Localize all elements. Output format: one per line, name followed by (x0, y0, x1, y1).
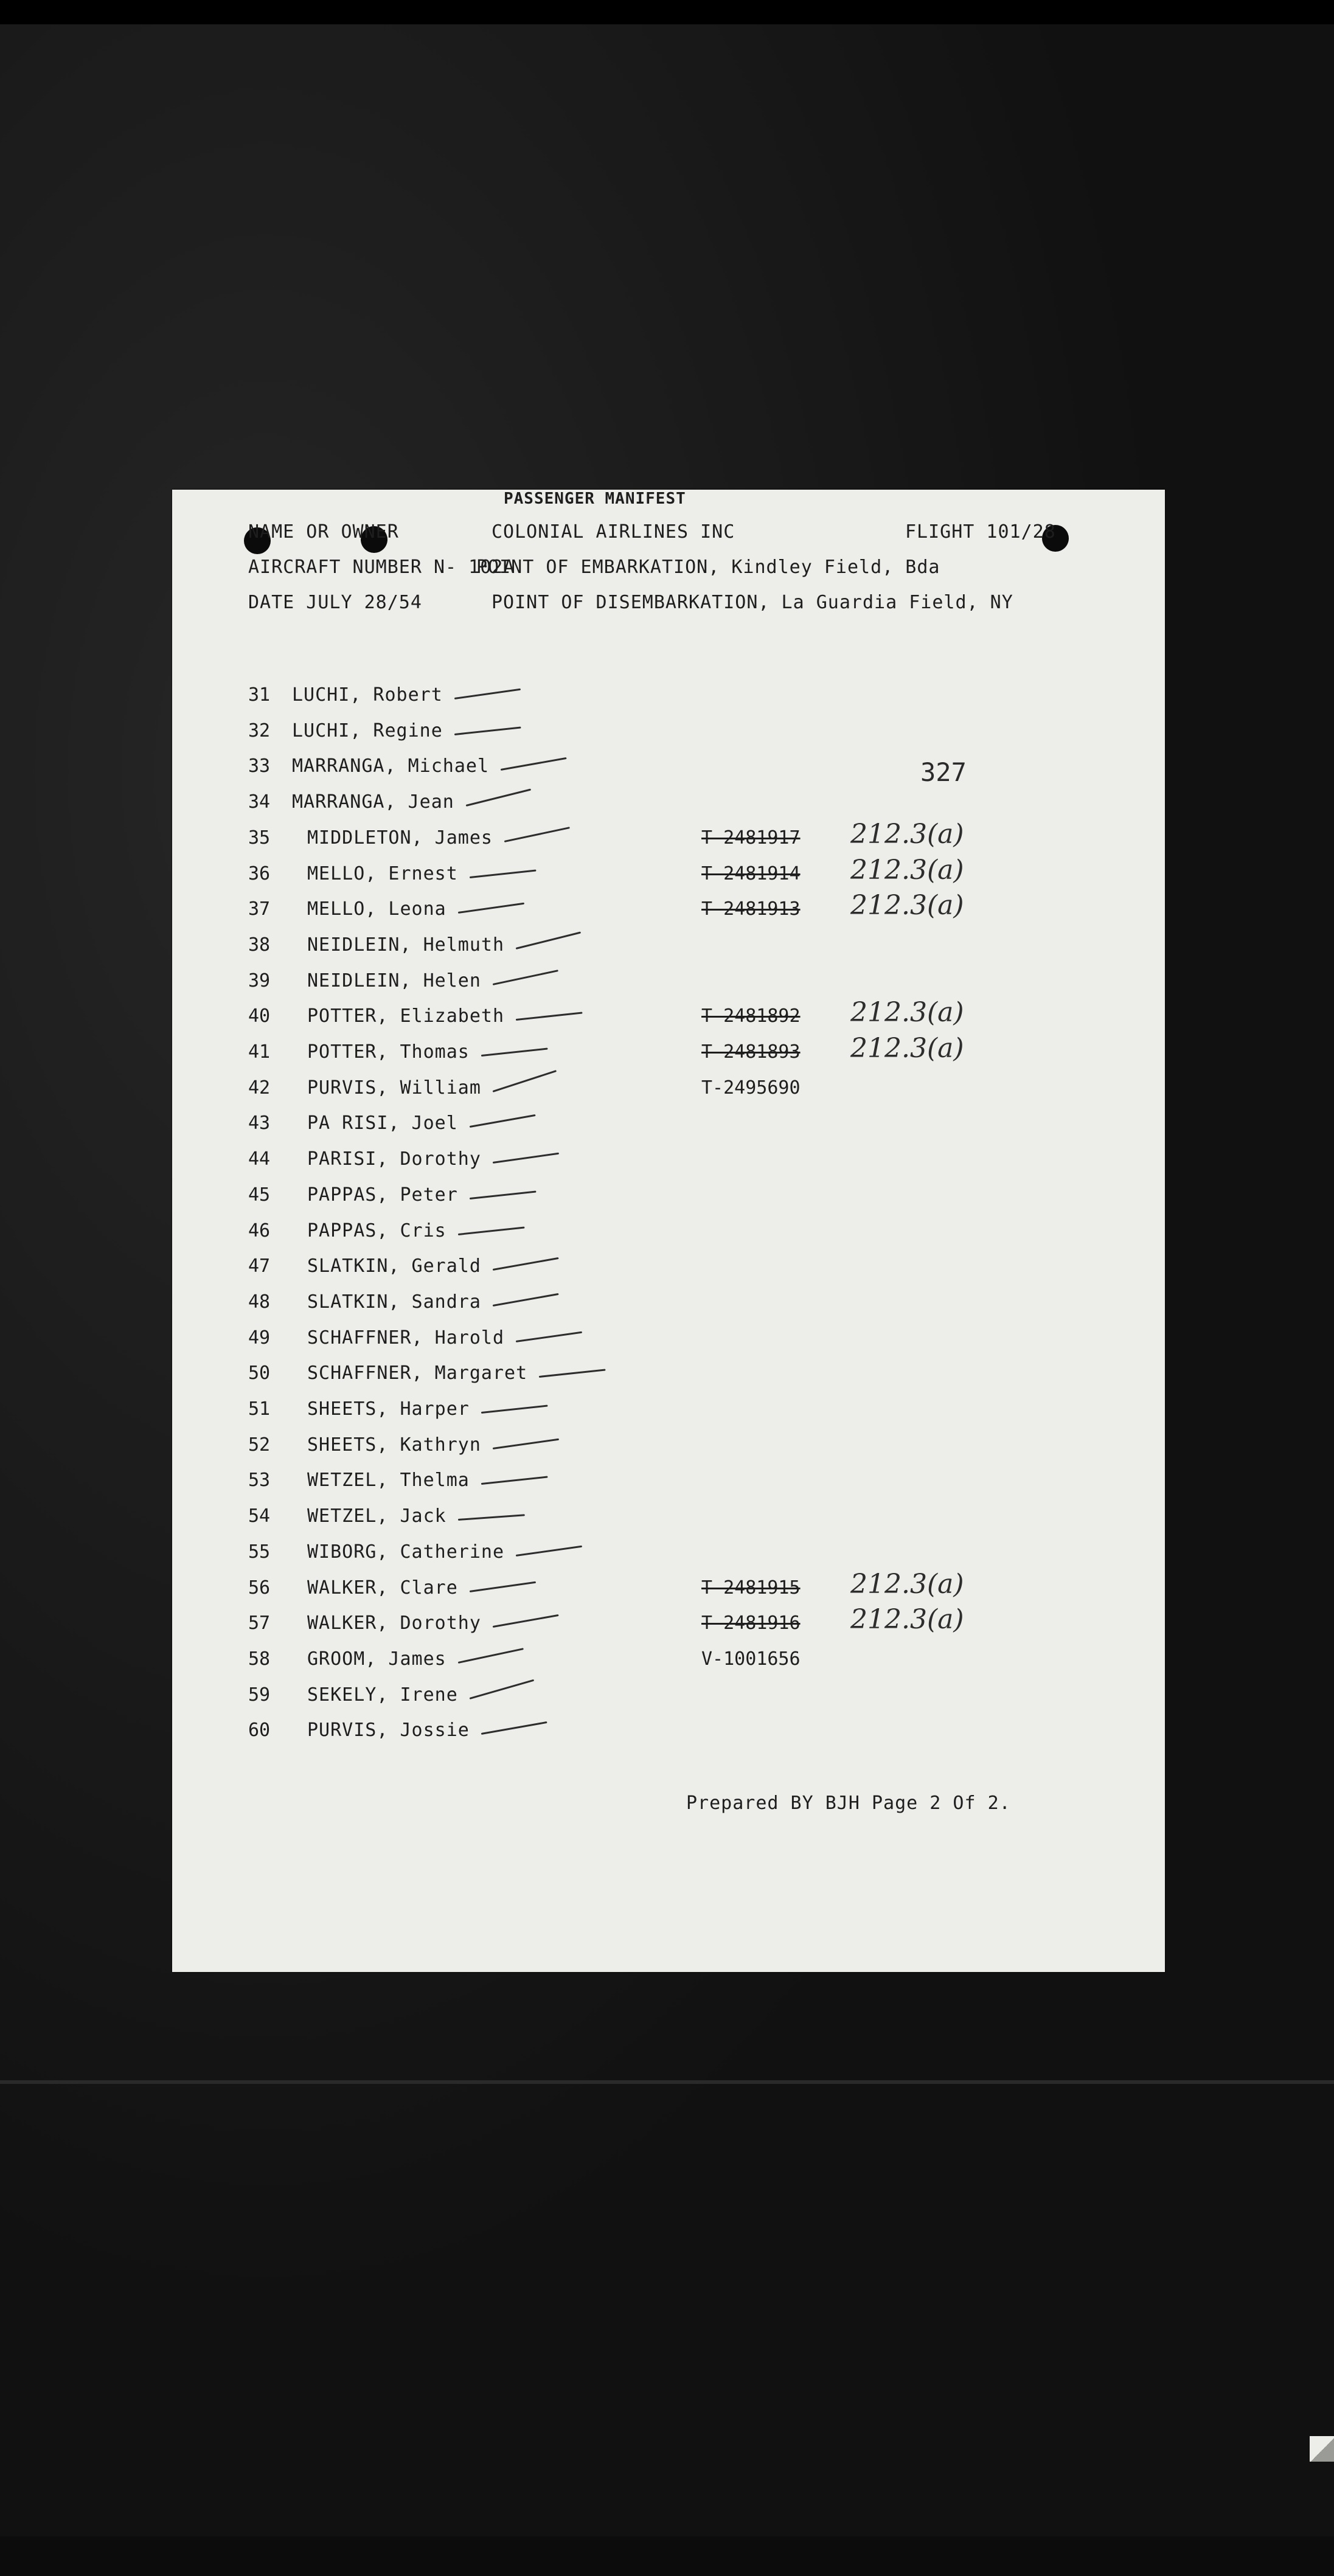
passenger-name: NEIDLEIN, Helen (307, 970, 481, 991)
check-mark-stroke (481, 1721, 547, 1735)
prepared-by-footer: Prepared BY BJH Page 2 Of 2. (686, 1793, 1011, 1814)
passenger-number: 56 (248, 1577, 271, 1599)
passenger-name: PURVIS, Jossie (307, 1720, 470, 1741)
passenger-name: WETZEL, Jack (307, 1505, 446, 1527)
ticket-number: T-2481893 (701, 1041, 801, 1063)
check-mark-stroke (458, 903, 524, 914)
page-mark: 327 (920, 757, 967, 787)
ticket-number: T-2481916 (701, 1613, 801, 1634)
ticket-number: T-2495690 (701, 1077, 801, 1099)
passenger-number: 50 (248, 1363, 271, 1384)
passenger-name: NEIDLEIN, Helmuth (307, 934, 505, 956)
passenger-number: 36 (248, 863, 271, 884)
passenger-number: 39 (248, 970, 271, 991)
check-mark-stroke (481, 1048, 548, 1057)
check-mark-stroke (470, 1679, 535, 1699)
check-mark-stroke (466, 789, 531, 807)
film-edge-bottom (0, 2536, 1334, 2576)
passenger-number: 46 (248, 1220, 271, 1241)
passenger-number: 32 (248, 720, 271, 741)
manifest-title: PASSENGER MANIFEST (504, 490, 686, 508)
passenger-name: MARRANGA, Michael (292, 755, 490, 777)
passenger-name: SHEETS, Kathryn (307, 1434, 481, 1456)
manifest-date: DATE JULY 28/54 (248, 592, 422, 613)
passenger-name: SCHAFFNER, Margaret (307, 1363, 528, 1384)
ticket-number: T-2481915 (701, 1577, 801, 1599)
check-mark-stroke (454, 726, 521, 735)
passenger-name: SHEETS, Harper (307, 1398, 470, 1420)
passenger-name: PURVIS, William (307, 1077, 481, 1099)
passenger-name: SLATKIN, Gerald (307, 1255, 481, 1277)
check-mark-stroke (493, 1070, 557, 1092)
embarkation-point: POINT OF EMBARKATION, Kindley Field, Bda (476, 557, 940, 578)
passenger-number: 31 (248, 684, 271, 706)
owner-label: NAME OR OWNER (248, 521, 399, 543)
passenger-number: 43 (248, 1113, 271, 1134)
check-mark-stroke (454, 689, 521, 700)
passenger-name: POTTER, Thomas (307, 1041, 470, 1063)
passenger-name: PAPPAS, Cris (307, 1220, 446, 1241)
passenger-number: 57 (248, 1613, 271, 1634)
passenger-name: WALKER, Clare (307, 1577, 458, 1599)
ticket-number: T-2481917 (701, 827, 801, 849)
check-mark-stroke (458, 1514, 525, 1521)
passenger-name: GROOM, James (307, 1648, 446, 1670)
passenger-number: 48 (248, 1291, 271, 1313)
passenger-number: 60 (248, 1720, 271, 1741)
handwritten-code: 212.3(a) (850, 1604, 964, 1636)
check-mark-stroke (493, 970, 558, 985)
passenger-number: 41 (248, 1041, 271, 1063)
check-mark-stroke (516, 1012, 583, 1021)
handwritten-code: 212.3(a) (850, 1568, 964, 1600)
check-mark-stroke (470, 1581, 536, 1592)
check-mark-stroke (504, 827, 570, 842)
passenger-name: SEKELY, Irene (307, 1684, 458, 1706)
passenger-name: POTTER, Elizabeth (307, 1005, 505, 1027)
ticket-number: T-2481892 (701, 1005, 801, 1027)
passenger-number: 35 (248, 827, 271, 849)
check-mark-stroke (493, 1293, 559, 1307)
passenger-number: 59 (248, 1684, 271, 1706)
passenger-number: 47 (248, 1255, 271, 1277)
passenger-number: 49 (248, 1327, 271, 1349)
ticket-number: T-2481913 (701, 898, 801, 920)
passenger-number: 58 (248, 1648, 271, 1670)
passenger-number: 51 (248, 1398, 271, 1420)
passenger-name: WALKER, Dorothy (307, 1613, 481, 1634)
check-mark-stroke (501, 757, 567, 771)
handwritten-code: 212.3(a) (850, 997, 964, 1029)
passenger-name: PARISI, Dorothy (307, 1148, 481, 1170)
check-mark-stroke (470, 869, 537, 878)
check-mark-stroke (493, 1438, 559, 1449)
passenger-name: LUCHI, Robert (292, 684, 443, 706)
check-mark-stroke (481, 1405, 548, 1414)
page-fold (1310, 2436, 1334, 2462)
check-mark-stroke (493, 1614, 559, 1628)
passenger-name: SLATKIN, Sandra (307, 1291, 481, 1313)
check-mark-stroke (516, 931, 581, 950)
aircraft-number: AIRCRAFT NUMBER N- 102A (248, 557, 515, 578)
airline-name: COLONIAL AIRLINES INC (492, 521, 735, 543)
passenger-number: 52 (248, 1434, 271, 1456)
passenger-name: WETZEL, Thelma (307, 1470, 470, 1491)
passenger-name: PA RISI, Joel (307, 1113, 458, 1134)
passenger-number: 44 (248, 1148, 271, 1170)
passenger-name: WIBORG, Catherine (307, 1541, 505, 1563)
passenger-name: PAPPAS, Peter (307, 1184, 458, 1206)
passenger-name: MELLO, Leona (307, 898, 446, 920)
passenger-number: 33 (248, 755, 271, 777)
ticket-number: T-2481914 (701, 863, 801, 884)
passenger-number: 55 (248, 1541, 271, 1563)
passenger-number: 37 (248, 898, 271, 920)
check-mark-stroke (516, 1546, 582, 1557)
ticket-number: V-1001656 (701, 1648, 801, 1670)
passenger-number: 42 (248, 1077, 271, 1099)
check-mark-stroke (470, 1114, 536, 1128)
handwritten-code: 212.3(a) (850, 1033, 964, 1064)
manifest-sheet (172, 490, 1165, 1972)
check-mark-stroke (493, 1257, 559, 1271)
film-band (0, 2080, 1334, 2084)
passenger-number: 40 (248, 1005, 271, 1027)
flight-number: FLIGHT 101/28 (905, 521, 1056, 543)
passenger-number: 53 (248, 1470, 271, 1491)
check-mark-stroke (458, 1226, 525, 1235)
handwritten-code: 212.3(a) (850, 818, 964, 850)
passenger-name: SCHAFFNER, Harold (307, 1327, 505, 1349)
passenger-name: LUCHI, Regine (292, 720, 443, 741)
passenger-number: 34 (248, 791, 271, 813)
check-mark-stroke (539, 1369, 606, 1378)
passenger-name: MELLO, Ernest (307, 863, 458, 884)
disembarkation-point: POINT OF DISEMBARKATION, La Guardia Field, NY (492, 592, 1013, 613)
check-mark-stroke (481, 1476, 548, 1485)
check-mark-stroke (493, 1153, 559, 1164)
passenger-number: 54 (248, 1505, 271, 1527)
handwritten-code: 212.3(a) (850, 854, 964, 886)
passenger-name: MIDDLETON, James (307, 827, 493, 849)
passenger-number: 45 (248, 1184, 271, 1206)
film-edge-top (0, 0, 1334, 24)
passenger-number: 38 (248, 934, 271, 956)
check-mark-stroke (470, 1190, 537, 1199)
check-mark-stroke (458, 1648, 524, 1664)
handwritten-code: 212.3(a) (850, 890, 964, 922)
check-mark-stroke (516, 1331, 582, 1342)
passenger-name: MARRANGA, Jean (292, 791, 454, 813)
